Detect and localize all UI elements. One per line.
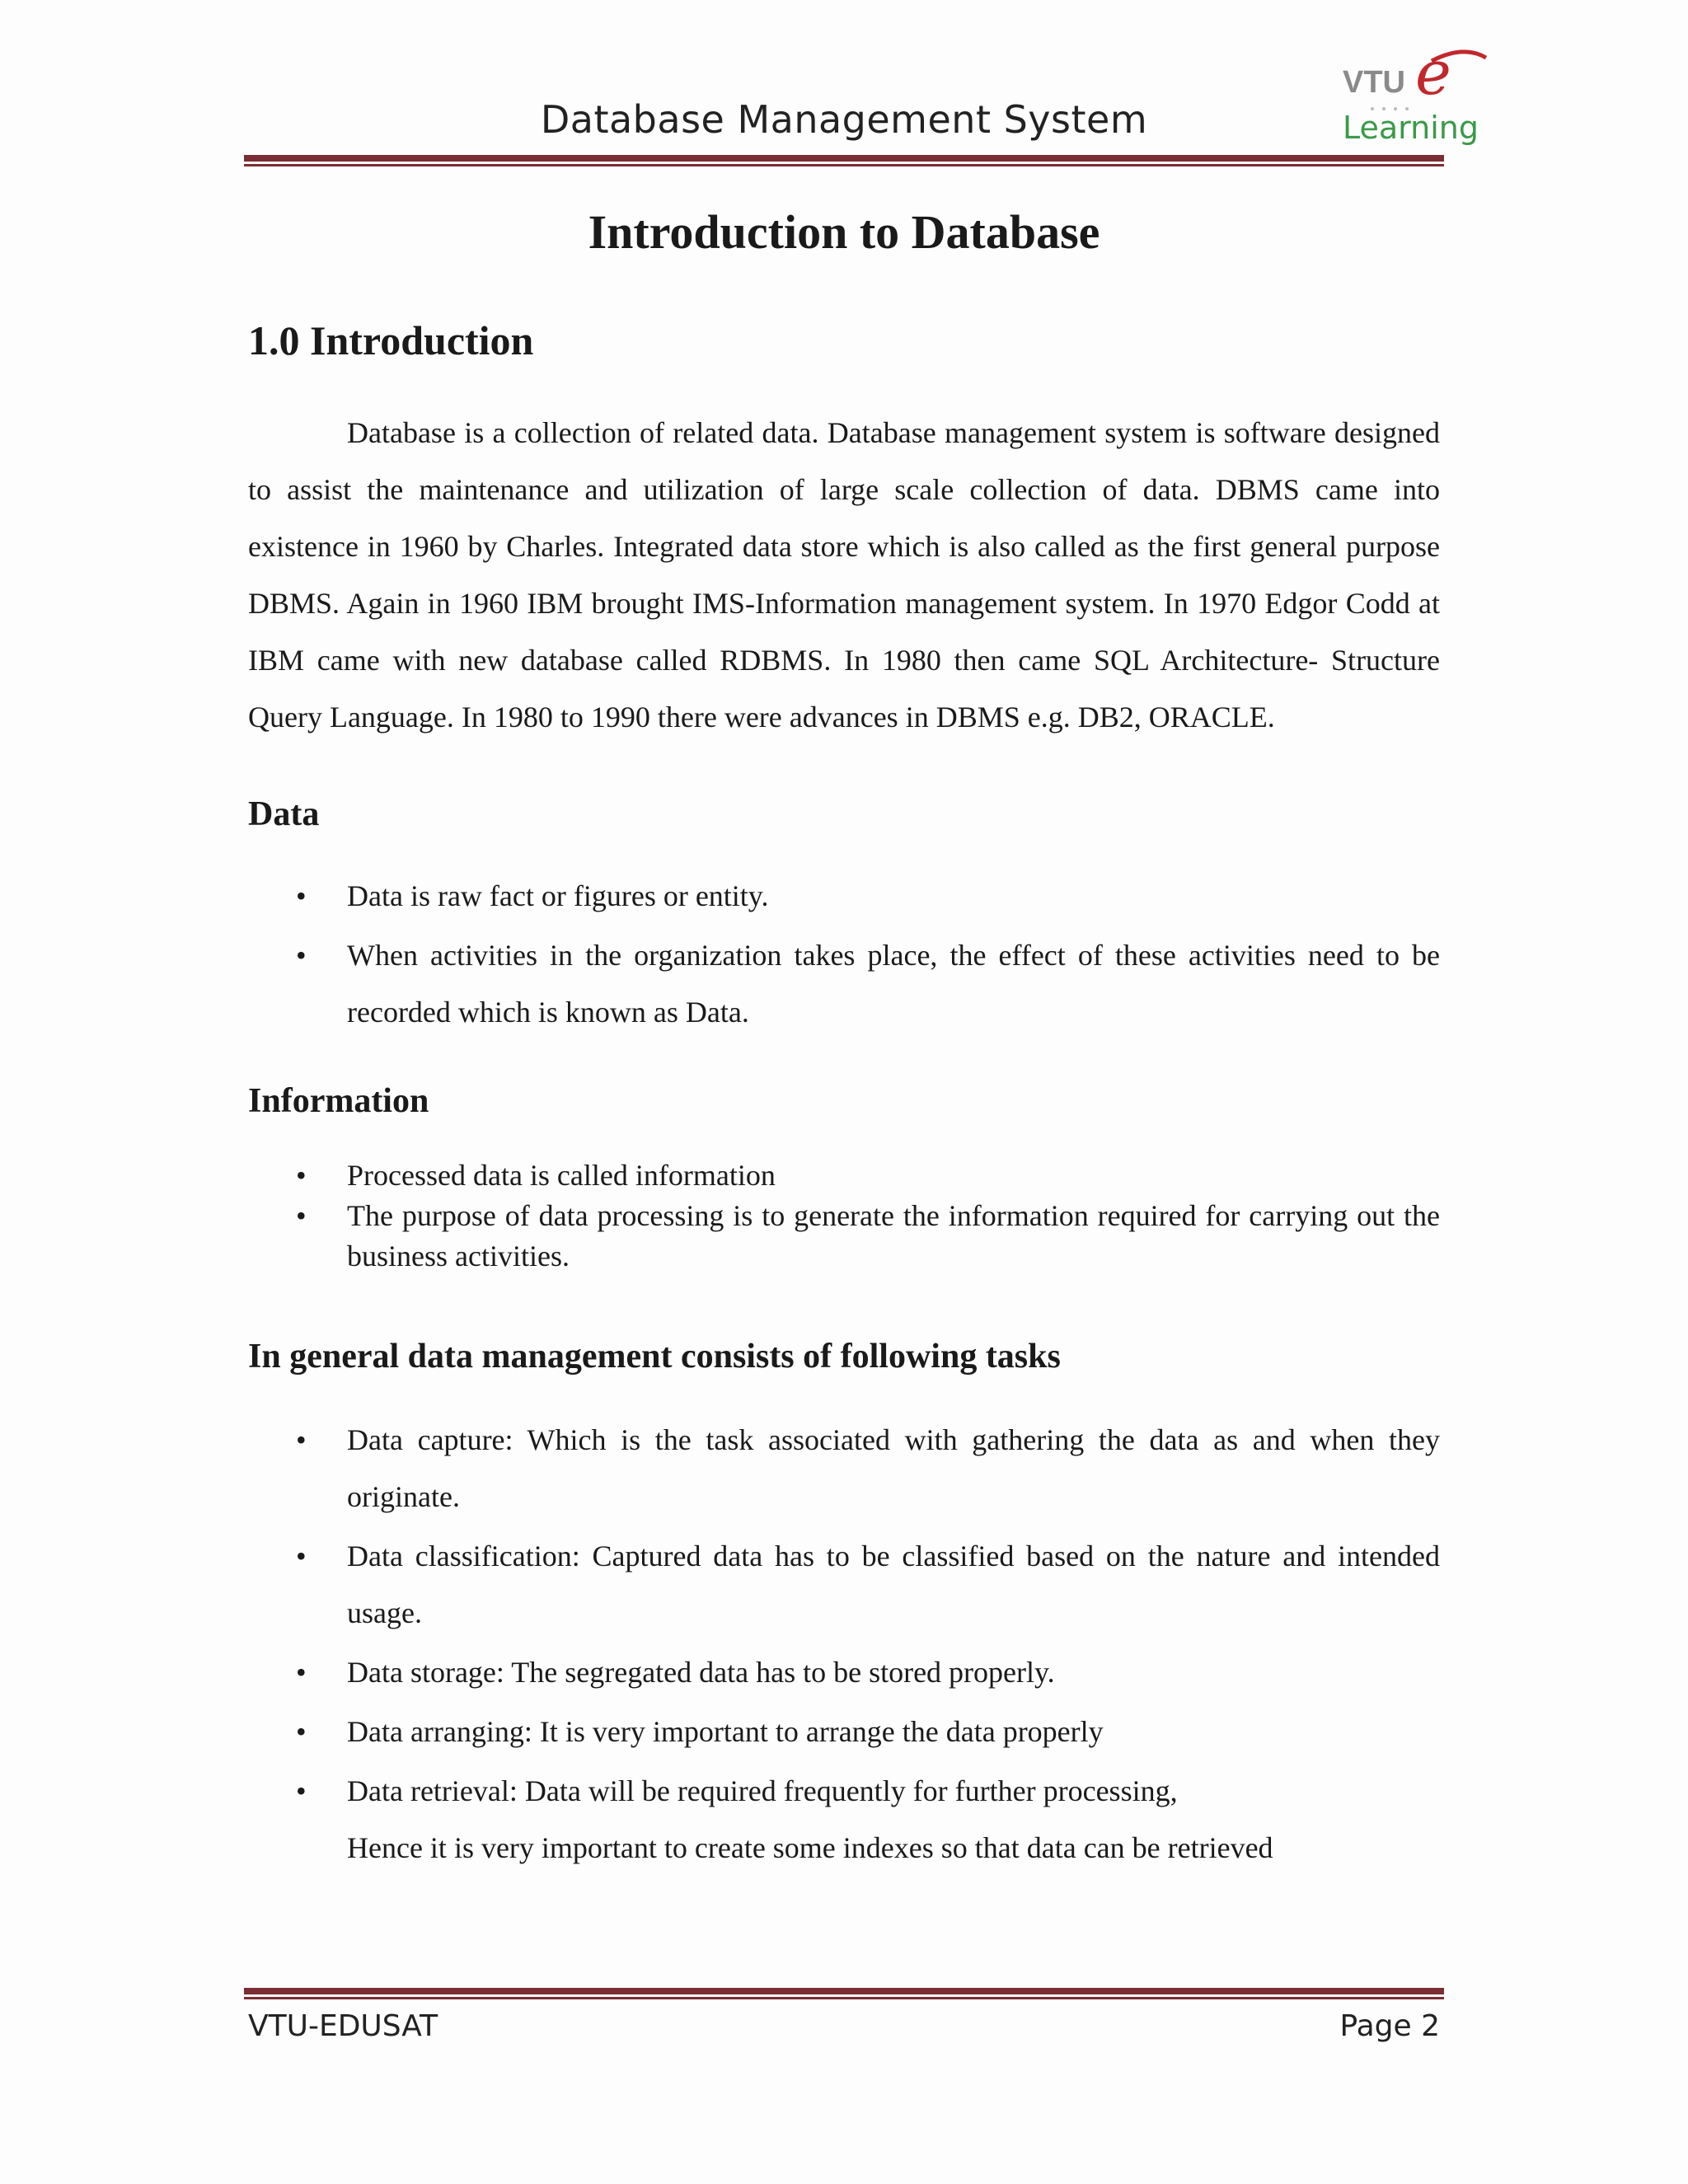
footer-source: VTU-EDUSAT	[248, 2009, 438, 2043]
bullet-icon: •	[296, 879, 307, 913]
data-bullet-list	[248, 868, 1440, 1041]
data-heading: Data	[248, 795, 320, 833]
footer-rule	[244, 1988, 1444, 1999]
list-item: • Data retrieval: Data will be required frequently for further processing,	[248, 1763, 1440, 1820]
information-heading: Information	[248, 1082, 429, 1121]
list-item: • The purpose of data processing is to generate the information required for carrying out the business activities.	[248, 1196, 1440, 1277]
information-bullet-list	[248, 1155, 1440, 1277]
list-item: • Data is raw fact or figures or entity.	[248, 868, 1440, 925]
vtu-e-learning-logo	[1339, 43, 1504, 150]
intro-paragraph: Database is a collection of related data. Database management system is software designed to assist the maintenance and utilization of large scale collection of data. DBMS came into existence in 1960 by Charles. Integrated data store which is also called as the first general purpose DBMS. Again in 1960 IBM brought IMS-Information management system. In 1970 Edgor Codd at IBM came with new database called RDBMS. In 1980 then came SQL Architecture- Structure Query Language. In 1980 to 1990 there were advances in DBMS e.g. DB2, ORACLE.	[248, 416, 1440, 733]
list-item: • Data capture: Which is the task associated with gathering the data as and when they originate.	[248, 1412, 1440, 1526]
page-number: Page 2	[1339, 2009, 1440, 2043]
main-content	[248, 316, 1440, 1879]
document-title: Introduction to Database	[588, 205, 1100, 259]
bullet-icon: •	[296, 1540, 307, 1573]
bullet-icon: •	[296, 1158, 307, 1192]
intro-heading: 1.0 Introduction	[248, 317, 534, 363]
bullet-icon: •	[296, 1198, 307, 1232]
bullet-icon: •	[296, 1656, 307, 1690]
logo-text-bottom: Learning	[1343, 110, 1479, 146]
header-rule	[244, 155, 1444, 166]
list-continuation: Hence it is very important to create some indexes so that data can be retrieved	[347, 1831, 1273, 1865]
list-item: • Data classification: Captured data has to be classified based on the nature and intended usage.	[248, 1528, 1440, 1642]
bullet-icon: •	[296, 939, 307, 972]
logo-text-top: VTU	[1343, 65, 1405, 100]
list-item: • Data storage: The segregated data has to be stored properly.	[248, 1644, 1440, 1701]
running-header: Database Management System	[540, 97, 1148, 142]
list-item: • Processed data is called information	[248, 1155, 1440, 1196]
bullet-icon: •	[296, 1715, 307, 1749]
list-item: • When activities in the organization takes place, the effect of these activities need to be recorded which is known as Data.	[248, 927, 1440, 1041]
tasks-heading: In general data management consists of following tasks	[248, 1337, 1061, 1376]
list-item: • Data arranging: It is very important to arrange the data properly	[248, 1704, 1440, 1760]
bullet-icon: •	[296, 1774, 307, 1808]
tasks-bullet-list	[248, 1412, 1440, 1877]
logo-accent: e	[1415, 43, 1451, 109]
bullet-icon: •	[296, 1423, 307, 1457]
